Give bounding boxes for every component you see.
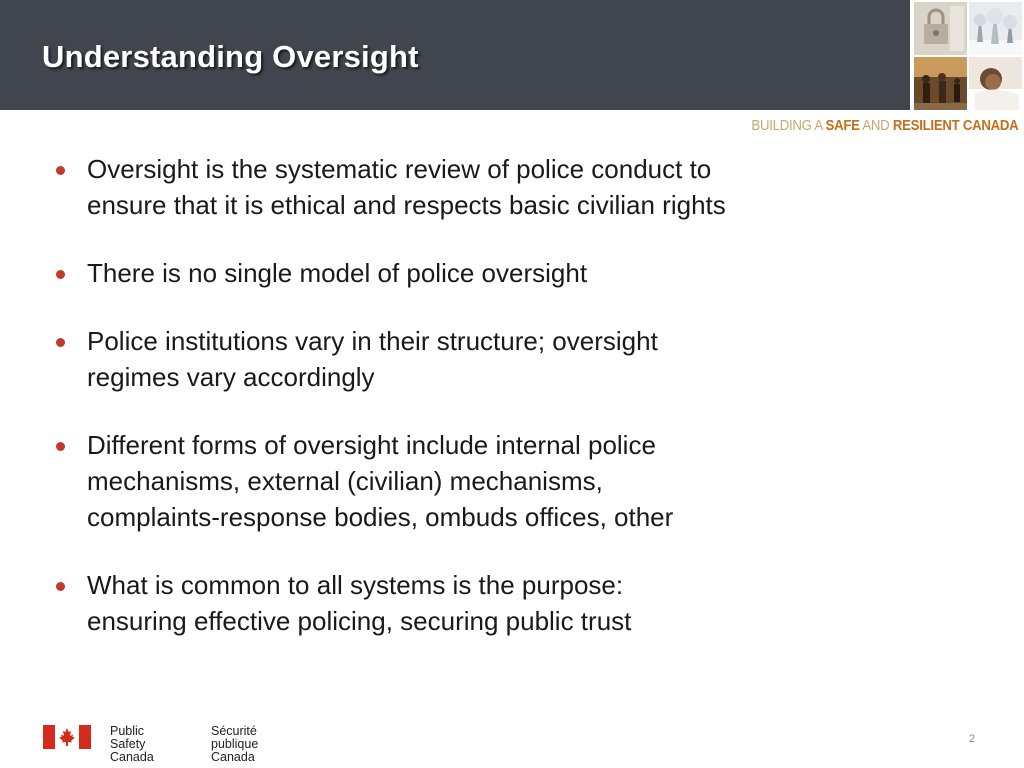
- bullet-item: [52, 567, 952, 639]
- bullet-item: [52, 255, 952, 291]
- department-name-en: Public Safety Canada: [110, 724, 154, 764]
- bullet-text: Different forms of oversight include internal police mechanisms, external (civilian) mechanisms, complaints-response bodies, ombuds offices, other: [87, 430, 674, 532]
- photo-security-lock: [914, 2, 967, 55]
- red-dot-icon: [56, 270, 65, 279]
- tagline-part-3: AND: [859, 117, 893, 134]
- bullet-item: [52, 427, 952, 535]
- photo-child-sleeping: [969, 57, 1022, 110]
- header-bar: [0, 0, 910, 110]
- photo-collage: [910, 0, 1024, 110]
- canada-flag-icon: [43, 725, 91, 749]
- tagline-part-1: BUILDING A: [750, 117, 826, 134]
- red-dot-icon: [56, 166, 65, 175]
- bullet-text: Oversight is the systematic review of police conduct to ensure that it is ethical and respects basic civilian rights: [87, 154, 726, 220]
- tagline-part-4: RESILIENT CANADA: [892, 117, 1018, 134]
- tagline: [751, 117, 1018, 134]
- bullet-list: [52, 151, 952, 671]
- department-name-fr: Sécurité publique Canada: [211, 724, 259, 764]
- bullet-item: [52, 151, 952, 223]
- photo-winter-trees: [969, 2, 1022, 55]
- page-number: 2: [968, 733, 975, 745]
- tagline-part-2: SAFE: [825, 117, 860, 134]
- photo-crowd-street: [914, 57, 967, 110]
- bullet-text: What is common to all systems is the purpose: ensuring effective policing, securing public trust: [87, 570, 632, 636]
- page-title: Understanding Oversight: [42, 39, 419, 74]
- red-dot-icon: [56, 442, 65, 451]
- bullet-text: Police institutions vary in their structure; oversight regimes vary accordingly: [87, 326, 658, 392]
- red-dot-icon: [56, 582, 65, 591]
- red-dot-icon: [56, 338, 65, 347]
- bullet-item: [52, 323, 952, 395]
- bullet-text: There is no single model of police oversight: [87, 258, 588, 288]
